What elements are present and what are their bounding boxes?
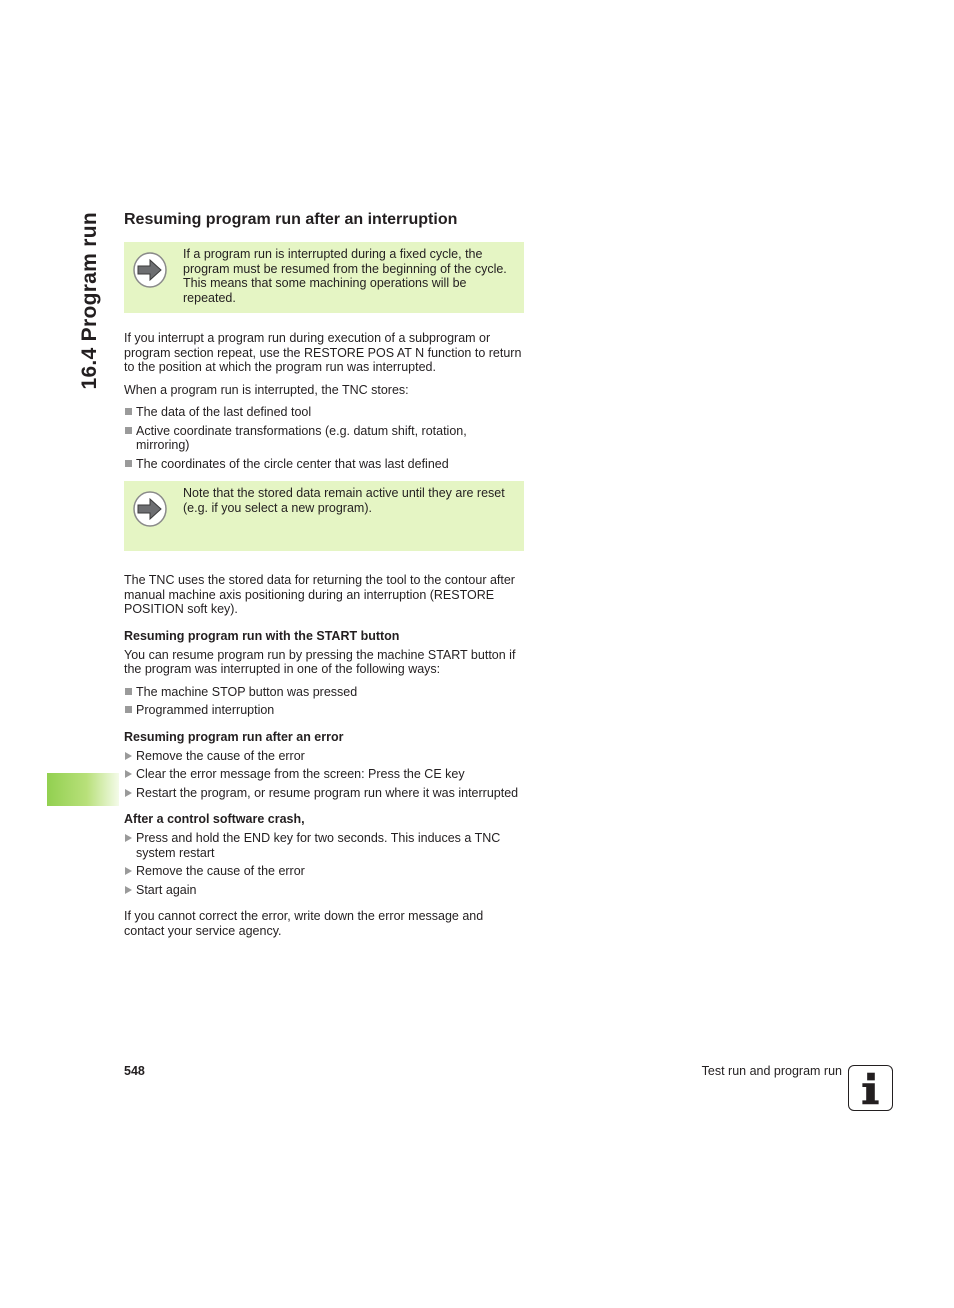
step-item: Clear the error message from the screen: Press the CE key [124,767,522,782]
square-bullet-icon [125,688,132,695]
note-text: If a program run is interrupted during a fixed cycle, the program must be resumed from the beginning of the cycle. This means that some machining operations will be repeated. [183,247,507,305]
paragraph: When a program run is interrupted, the TNC stores: [124,382,409,397]
chapter-tab-marker [47,773,119,806]
subheading-after-error: Resuming program run after an error [124,729,344,744]
step-item: Restart the program, or resume program run where it was interrupted [124,786,522,801]
square-bullet-icon [125,706,132,713]
paragraph: The TNC uses the stored data for returning the tool to the contour after manual machine axis positioning during an interruption (RESTORE POSITION soft key). [124,573,515,616]
step-item: Remove the cause of the error [124,864,522,879]
list-item: The data of the last defined tool [124,405,522,420]
triangle-bullet-icon [125,752,132,760]
arrow-right-icon [133,252,167,288]
interruption-list [124,685,522,718]
note-box-stored-data [124,481,524,551]
triangle-bullet-icon [125,789,132,797]
main-content [124,210,522,946]
note-text: Note that the stored data remain active until they are reset (e.g. if you select a new program). [183,486,505,515]
side-section-title [72,212,108,407]
side-section-title-text: 16.4 Program run [78,212,101,390]
paragraph: If you cannot correct the error, write down the error message and contact your service agency. [124,909,484,938]
chapter-title: Test run and program run [701,1064,842,1078]
arrow-right-icon [133,491,167,527]
paragraph: You can resume program run by pressing the machine START button if the program was interrupted in one of the following ways: [124,647,516,676]
list-item: The machine STOP button was pressed [124,685,522,700]
step-item: Remove the cause of the error [124,749,522,764]
subheading-start-button: Resuming program run with the START button [124,628,400,643]
list-item: Active coordinate transformations (e.g. datum shift, rotation, mirroring) [124,424,522,453]
page-number: 548 [124,1064,145,1078]
triangle-bullet-icon [125,770,132,778]
section-heading: Resuming program run after an interruption [124,211,458,228]
stored-data-list [124,405,522,471]
square-bullet-icon [125,427,132,434]
info-icon [848,1065,893,1111]
triangle-bullet-icon [125,867,132,875]
triangle-bullet-icon [125,834,132,842]
paragraph: If you interrupt a program run during execution of a subprogram or program section repeat, use the RESTORE POS AT N function to return to the position at which the program run was interrupted. [124,331,522,374]
error-steps-list [124,749,522,801]
note-box-fixed-cycle [124,242,524,313]
subheading-software-crash: After a control software crash, [124,812,305,826]
crash-steps-list [124,831,522,897]
square-bullet-icon [125,460,132,467]
list-item: Programmed interruption [124,703,522,718]
step-item: Start again [124,883,522,898]
triangle-bullet-icon [125,886,132,894]
list-item: The coordinates of the circle center that was last defined [124,457,522,472]
step-item: Press and hold the END key for two seconds. This induces a TNC system restart [124,831,522,860]
square-bullet-icon [125,408,132,415]
